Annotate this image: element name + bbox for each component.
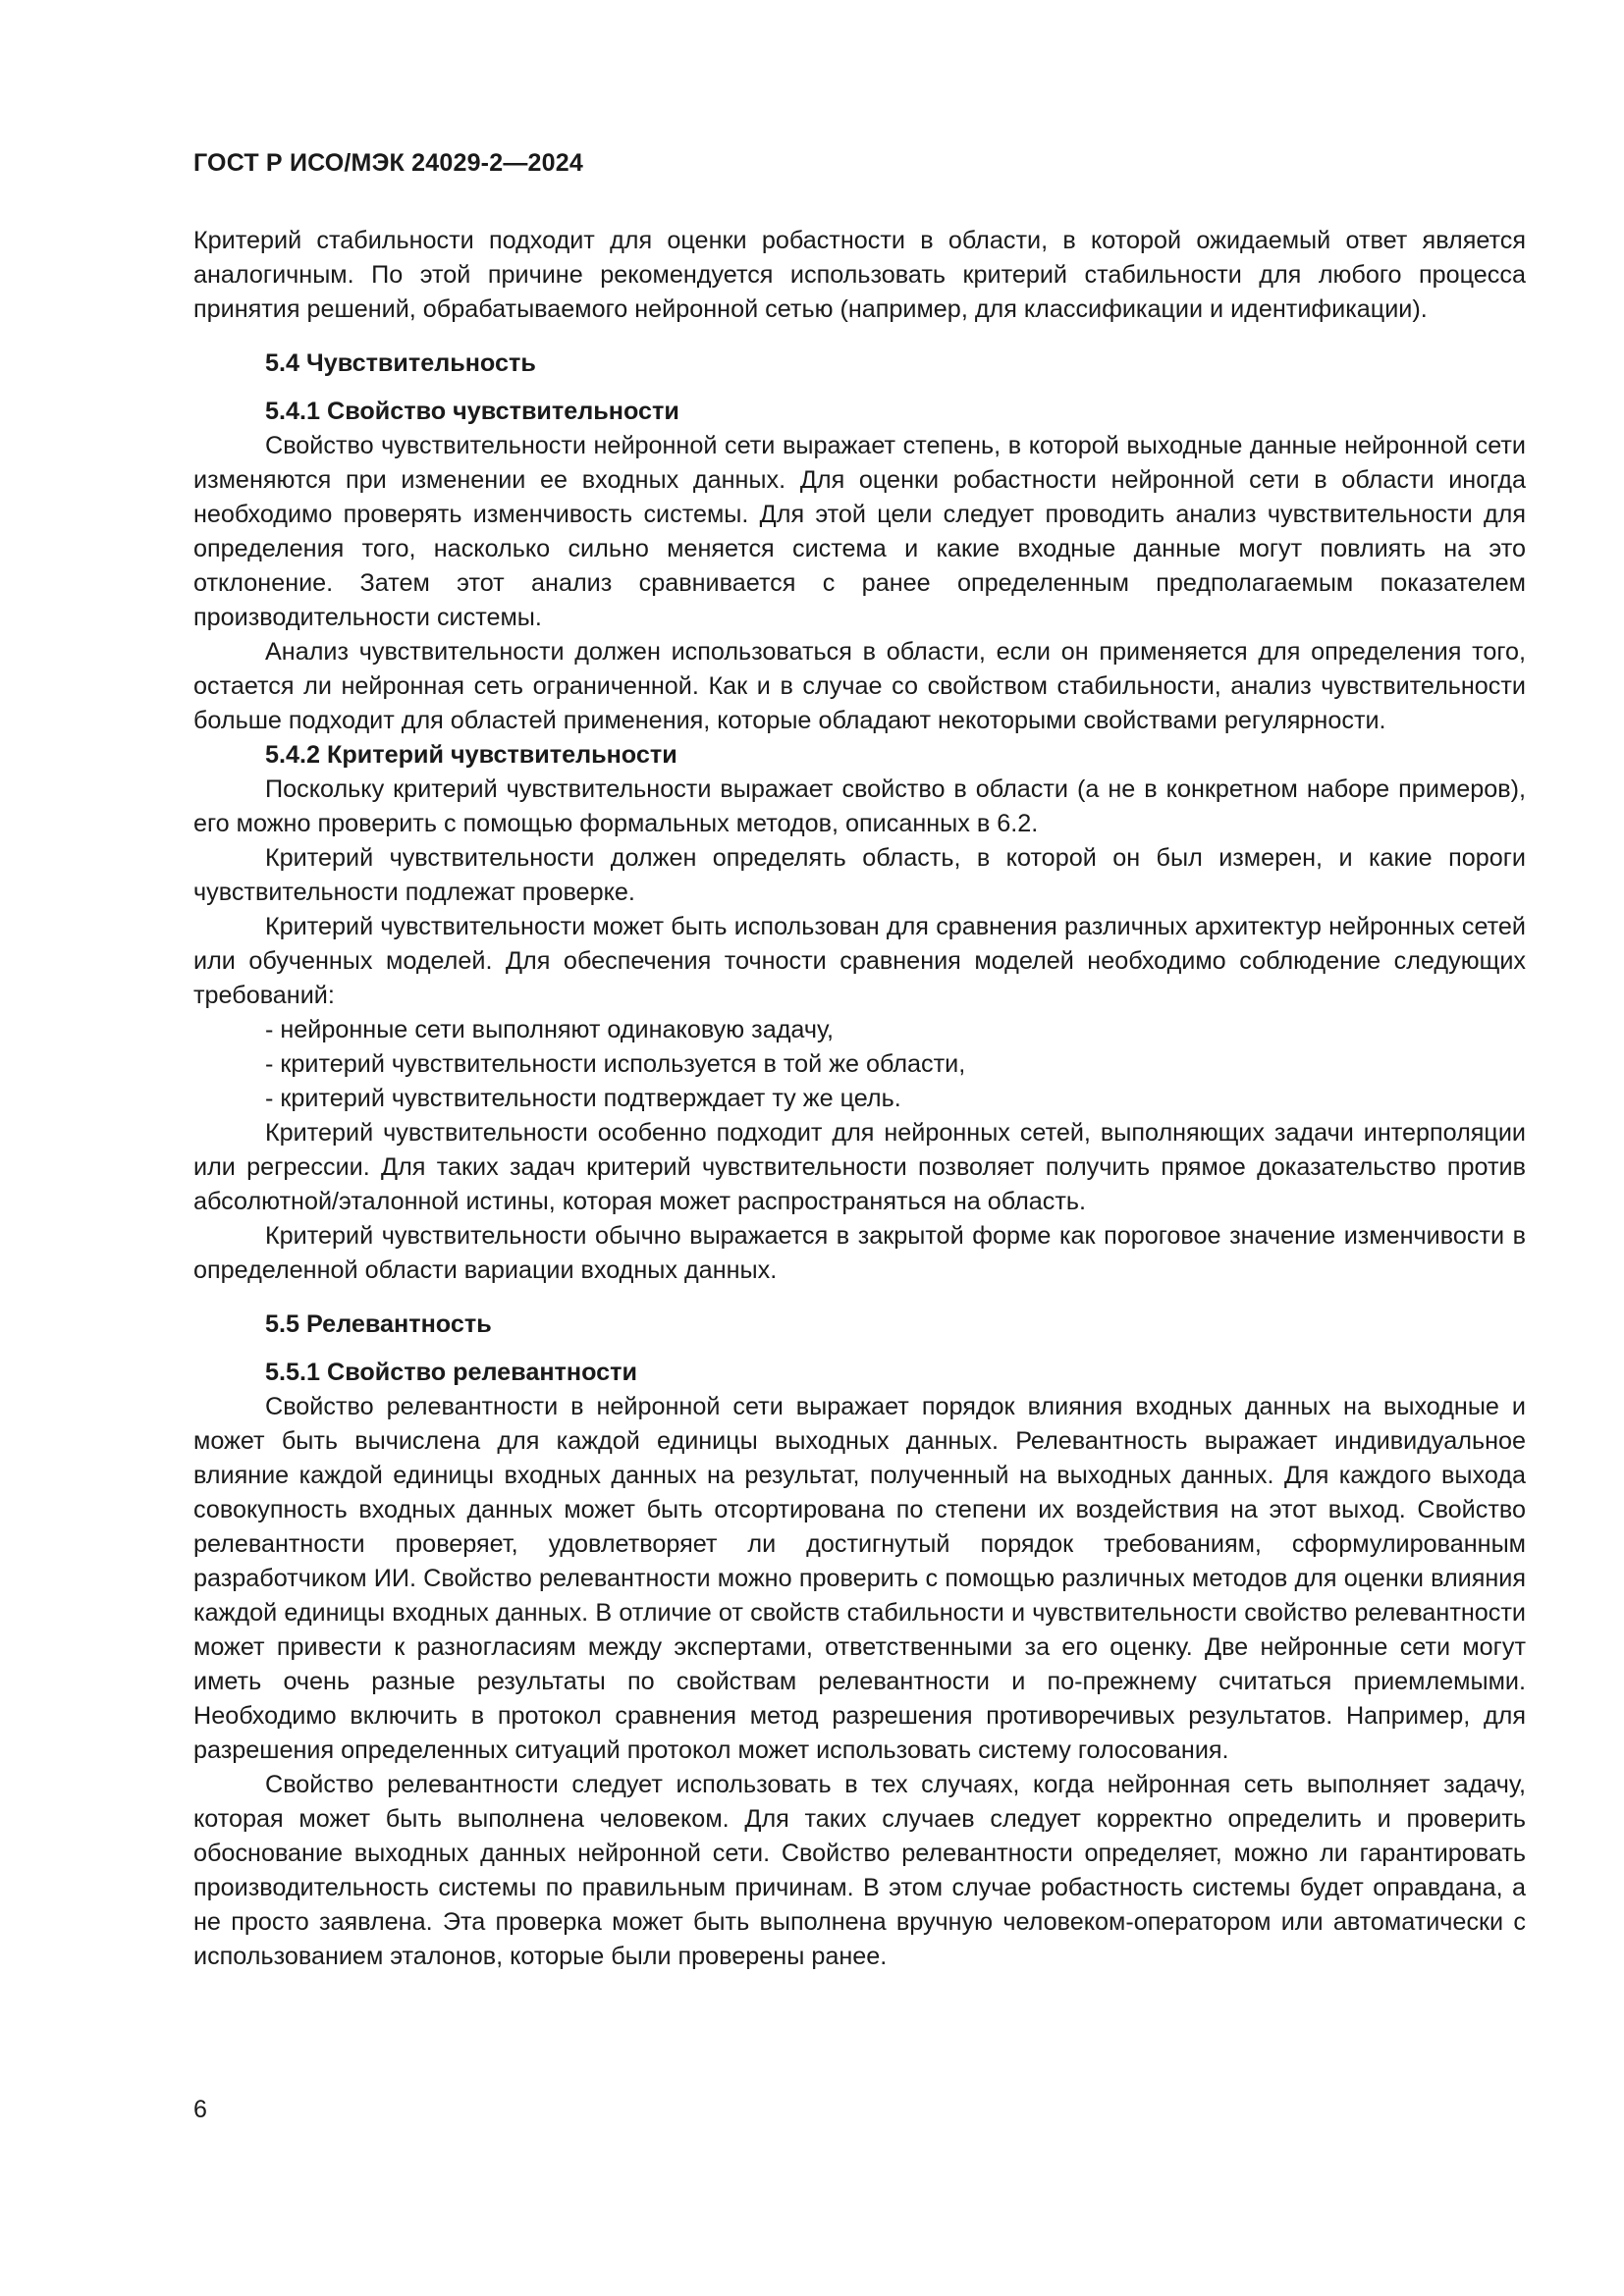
paragraph-5-4-2-a: Поскольку критерий чувствительности выражает свойство в области (а не в конкретном наборе примеров), его можно проверить с помощью формальных методов, описанных в 6.2.: [193, 775, 1526, 837]
subsection-heading-5-4-1: 5.4.1 Свойство чувствительности: [265, 398, 679, 425]
paragraph-5-5-1-b: Свойство релевантности следует использовать в тех случаях, когда нейронная сеть выполняет задачу, которая может быть выполнена человеком. Для таких случаев следует корректно определить и проверить обоснование выходных данных нейронной сети. Свойство релевантности определяет, можно ли гарантировать производительность системы по правильным причинам. В этом случае робастность системы будет оправдана, а не просто заявлена. Эта проверка может быть выполнена вручную человеком-оператором или автоматически с использованием эталонов, которые были проверены ранее.: [193, 1771, 1526, 1970]
page-number: 6: [193, 2096, 207, 2123]
subsection-heading-5-5-1: 5.5.1 Свойство релевантности: [265, 1359, 637, 1386]
subsection-heading-5-4-2: 5.4.2 Критерий чувствительности: [265, 741, 677, 769]
list-item: - нейронные сети выполняют одинаковую задачу,: [265, 1016, 835, 1043]
paragraph-5-4-1-a: Свойство чувствительности нейронной сети выражает степень, в которой выходные данные нейронной сети изменяются при изменении ее входных данных. Для оценки робастности нейронной сети в области иногда необходимо проверять изменчивость системы. Для этой цели следует проводить анализ чувствительности для определения того, насколько сильно меняется система и какие входные данные могут повлиять на это отклонение. Затем этот анализ сравнивается с ранее определенным предполагаемым показателем производительности системы.: [193, 432, 1526, 631]
paragraph-intro: Критерий стабильности подходит для оценки робастности в области, в которой ожидаемый ответ является аналогичным. По этой причине рекомендуется использовать критерий стабильности для любого процесса принятия решений, обрабатываемого нейронной сетью (например, для классификации и идентификации).: [193, 227, 1526, 323]
paragraph-5-4-2-c: Критерий чувствительности может быть использован для сравнения различных архитектур нейронных сетей или обученных моделей. Для обеспечения точности сравнения моделей необходимо соблюдение следующих требований:: [193, 913, 1526, 1009]
paragraph-5-5-1-a: Свойство релевантности в нейронной сети выражает порядок влияния входных данных на выходные и может быть вычислена для каждой единицы выходных данных. Релевантность выражает индивидуальное влияние каждой единицы входных данных на результат, полученный на выходных данных. Для каждого выхода совокупность входных данных может быть отсортирована по степени их воздействия на этот выход. Свойство релевантности проверяет, удовлетворяет ли достигнутый порядок требованиям, сформулированным разработчиком ИИ. Свойство релевантности можно проверить с помощью различных методов для оценки влияния каждой единицы входных данных. В отличие от свойств стабильности и чувствительности свойство релевантности может привести к разногласиям между экспертами, ответственными за его оценку. Две нейронные сети могут иметь очень разные результаты по свойствам релевантности и по-прежнему считаться приемлемыми. Необходимо включить в протокол сравнения метод разрешения противоречивых результатов. Например, для разрешения определенных ситуаций протокол может использовать систему голосования.: [193, 1393, 1526, 1764]
list-item: - критерий чувствительности используется в той же области,: [265, 1050, 966, 1078]
page-content: [193, 224, 1526, 1974]
paragraph-5-4-2-d: Критерий чувствительности особенно подходит для нейронных сетей, выполняющих задачи интерполяции или регрессии. Для таких задач критерий чувствительности позволяет получить прямое доказательство против абсолютной/эталонной истины, которая может распространяться на область.: [193, 1119, 1526, 1215]
list-item: - критерий чувствительности подтверждает ту же цель.: [265, 1085, 901, 1112]
section-heading-5-5: 5.5 Релевантность: [265, 1310, 492, 1338]
document-header: ГОСТ Р ИСО/МЭК 24029-2—2024: [193, 149, 583, 177]
paragraph-5-4-2-e: Критерий чувствительности обычно выражается в закрытой форме как пороговое значение изменчивости в определенной области вариации входных данных.: [193, 1222, 1526, 1284]
paragraph-5-4-2-b: Критерий чувствительности должен определять область, в которой он был измерен, и какие пороги чувствительности подлежат проверке.: [193, 844, 1526, 906]
paragraph-5-4-1-b: Анализ чувствительности должен использоваться в области, если он применяется для определения того, остается ли нейронная сеть ограниченной. Как и в случае со свойством стабильности, анализ чувствительности больше подходит для областей применения, которые обладают некоторыми свойствами регулярности.: [193, 638, 1526, 734]
section-heading-5-4: 5.4 Чувствительность: [265, 349, 536, 377]
